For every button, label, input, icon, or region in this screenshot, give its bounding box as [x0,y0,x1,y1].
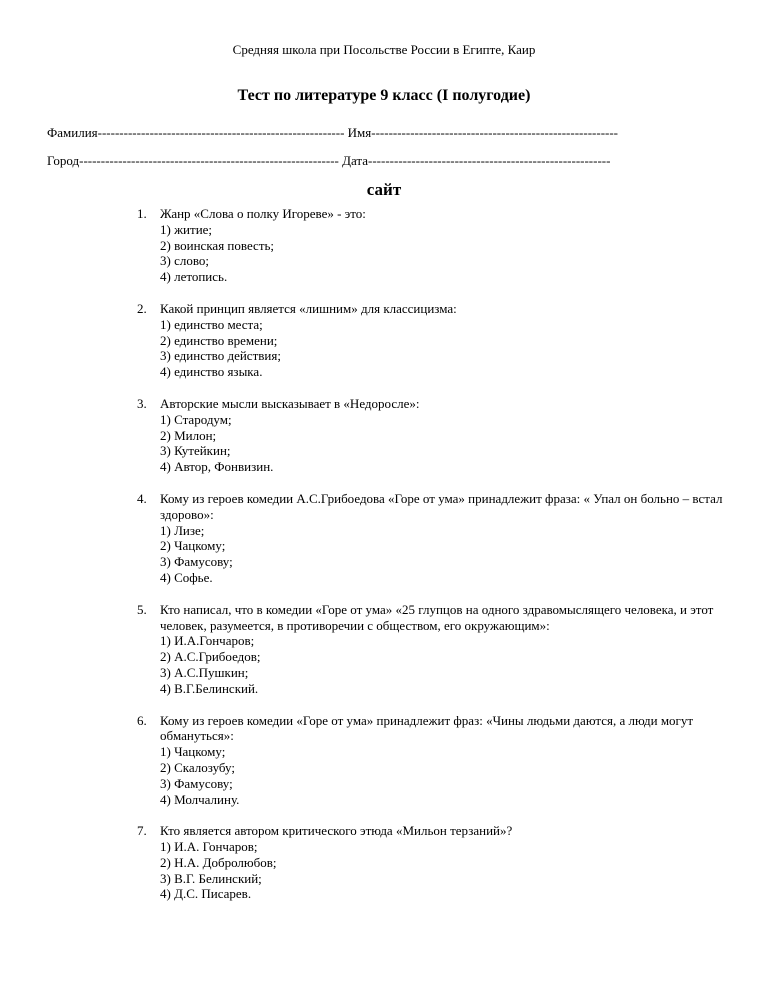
question-text: Кто является автором критического этюда «Мильон терзаний»? [160,823,513,839]
answer-option: 1) И.А.Гончаров; [160,633,255,649]
question-number: 3. [137,395,147,411]
question-7 [137,823,727,902]
answer-option: 4) В.Г.Белинский. [160,680,259,696]
question-list [137,206,727,918]
answer-option: 2) Милон; [160,427,217,443]
surname-name-line: Фамилия--------------------------------------------------------- Имя--------------------------------------------------------- [47,125,619,140]
answer-option: 2) Чацкому; [160,538,226,554]
answer-option: 3) слово; [160,253,209,269]
answer-option: 3) В.Г. Белинский; [160,870,262,886]
answer-option: 1) житие; [160,221,213,237]
question-number: 5. [137,601,147,617]
answer-option: 1) Лизе; [160,522,205,538]
question-text: Какой принцип является «лишним» для классицизма: [160,300,457,316]
question-text: Кто написал, что в комедии «Горе от ума» «25 глупцов на одного здравомыслящего человека, и этот человек, разумеется, в противоречии с обществом, его окружающим»: [160,601,714,633]
answer-option: 3) Кутейкин; [160,443,231,459]
answer-option: 4) Софье. [160,569,213,585]
answer-option: 1) И.А. Гончаров; [160,839,258,855]
answer-option: 4) летопись. [160,269,228,285]
question-number: 4. [137,490,147,506]
question-3 [137,396,727,475]
answer-option: 2) Скалозубу; [160,759,235,775]
answer-option: 2) А.С.Грибоедов; [160,649,261,665]
question-number: 6. [137,712,147,728]
answer-option: 4) Молчалину. [160,791,240,807]
question-4 [137,491,727,586]
question-number: 1. [137,206,147,221]
answer-option: 1) Чацкому; [160,744,226,760]
site-label: сайт [366,180,402,199]
answer-option: 4) Д.С. Писарев. [160,886,252,902]
question-text: Жанр «Слова о полку Игореве» - это: [160,206,366,221]
question-number: 2. [137,300,147,316]
question-text: Авторские мысли высказывает в «Недоросле»: [160,395,420,411]
question-text: Кому из героев комедии А.С.Грибоедова «Горе от ума» принадлежит фраза: « Упал он больно – встал здорово»: [160,490,723,522]
city-date-line: Город------------------------------------------------------------ Дата-------------------------------------------------------- [47,153,611,168]
answer-option: 1) Стародум; [160,411,232,427]
question-5 [137,602,727,697]
answer-option: 1) единство места; [160,316,263,332]
question-6 [137,713,727,808]
question-1 [137,206,727,285]
answer-option: 2) единство времени; [160,332,278,348]
answer-option: 3) Фамусову; [160,554,233,570]
school-name: Средняя школа при Посольстве России в Египте, Каир [232,42,536,57]
answer-option: 2) Н.А. Добролюбов; [160,854,277,870]
question-text: Кому из героев комедии «Горе от ума» принадлежит фраз: «Чины людьми даются, а люди могут обмануться»: [160,712,694,744]
answer-option: 3) А.С.Пушкин; [160,664,249,680]
question-2 [137,301,727,380]
answer-option: 4) единство языка. [160,364,263,380]
answer-option: 3) единство действия; [160,348,281,364]
question-number: 7. [137,823,147,839]
answer-option: 3) Фамусову; [160,775,233,791]
answer-option: 4) Автор, Фонвизин. [160,459,274,475]
answer-option: 2) воинская повесть; [160,237,275,253]
test-title: Тест по литературе 9 класс (I полугодие) [237,87,531,104]
